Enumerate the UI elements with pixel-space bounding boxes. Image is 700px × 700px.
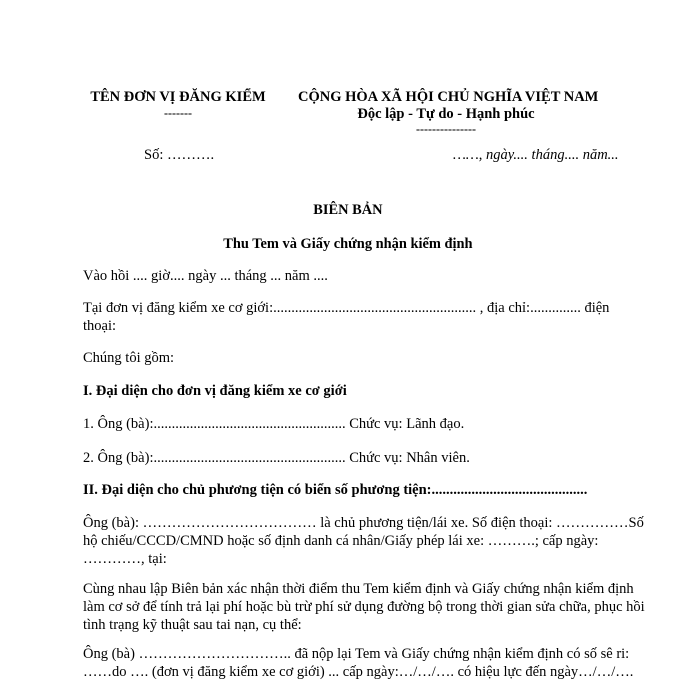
owner-line-1: Ông (bà): ……………………………… là chủ phương tiện/lái xe. Số điện thoại: ……………Số — [83, 515, 644, 531]
document-title: BIÊN BẢN — [313, 202, 383, 218]
representative-2: 2. Ông (bà):..................................................... Chức vụ: Nhân viên. — [83, 450, 470, 466]
owner-line-3: …………, tại: — [83, 551, 167, 567]
we-are-line: Chúng tôi gồm: — [83, 350, 175, 366]
agreement-line-2: làm cơ sở để tính trả lại phí hoặc bù trừ phí sử dụng đường bộ trong thời gian sửa chữa, phục hồi — [83, 599, 645, 615]
owner-line-2: hộ chiếu/CCCD/CMND hoặc số định danh cá nhân/Giấy phép lái xe: ……….; cấp ngày: — [83, 533, 599, 549]
date-place: ……, ngày.... tháng.... năm... — [453, 147, 619, 163]
section-1-heading: I. Đại diện cho đơn vị đăng kiểm xe cơ giới — [83, 383, 347, 399]
agreement-line-3: tình trạng kỹ thuật sau tai nạn, cụ thể: — [83, 617, 302, 633]
document-subtitle: Thu Tem và Giấy chứng nhận kiểm định — [223, 236, 473, 252]
org-dashes: ------- — [164, 106, 192, 120]
agreement-line-1: Cùng nhau lập Biên bản xác nhận thời điểm thu Tem kiểm định và Giấy chứng nhận kiểm định — [83, 581, 634, 597]
place-line-1: Tại đơn vị đăng kiểm xe cơ giới:........................................................ , địa chỉ:.............. điện — [83, 300, 610, 316]
motto-dashes: --------------- — [416, 122, 476, 136]
time-line: Vào hồi .... giờ.... ngày ... tháng ... năm .... — [83, 268, 328, 284]
place-line-2: thoại: — [83, 318, 117, 334]
return-line-1: Ông (bà) ………………………….. đã nộp lại Tem và Giấy chứng nhận kiểm định có số sê ri: — [83, 646, 630, 662]
representative-1: 1. Ông (bà):..................................................... Chức vụ: Lãnh đạo. — [83, 416, 465, 432]
return-line-2: ……do …. (đơn vị đăng kiểm xe cơ giới) ... cấp ngày:…/…/…. có hiệu lực đến ngày…/…/…. — [83, 664, 634, 680]
org-name: TÊN ĐƠN VỊ ĐĂNG KIỂM — [90, 89, 266, 105]
motto: Độc lập - Tự do - Hạnh phúc — [357, 106, 535, 122]
document-number: Số: ………. — [144, 147, 215, 163]
country-name: CỘNG HÒA XÃ HỘI CHỦ NGHĨA VIỆT NAM — [298, 89, 599, 105]
section-2-heading: II. Đại diện cho chủ phương tiện có biển số phương tiện:........................................... — [83, 482, 588, 498]
